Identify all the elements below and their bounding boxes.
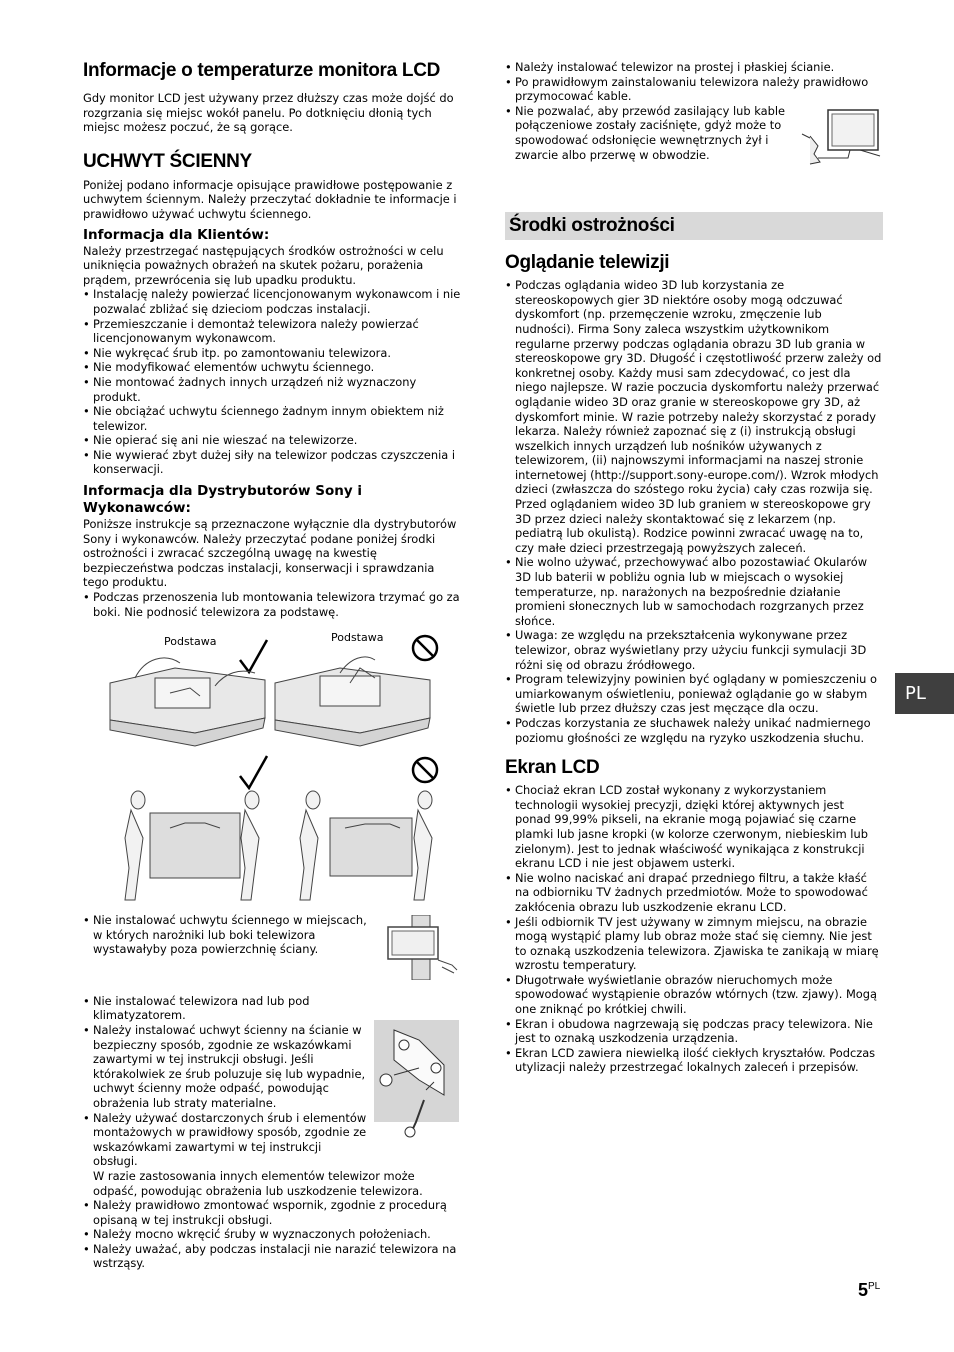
list-item: • Należy uważać, aby podczas instalacji nie narazić telewizora na wstrząsy.: [83, 1242, 461, 1271]
list-item: • Należy instalować telewizor na prostej i płaskiej ścianie.: [505, 60, 883, 75]
list-item: • Należy prawidłowo zmontować wspornik, zgodnie z procedurą opisaną w tej instrukcji obsługi.: [83, 1198, 461, 1227]
list-item: • Jeśli odbiornik TV jest używany w zimnym miejscu, na obrazie mogą wystąpić plamy lub obraz może stać się ciemny. Nie jest to oznaką uszkodzenia telewizora. Zjawiska te zanikają w miarę wzrostu temperatury.: [505, 915, 883, 973]
dealers-list-4: [83, 1198, 461, 1271]
list-item: • Program telewizyjny powinien być oglądany w pomieszczeniu o umiarkowanym oświetleniu, ponieważ oglądanie go w słabym świetle lub przez dłuższy czas jest męczące dla oczu.: [505, 672, 883, 716]
cable-pinch-illustration: [800, 106, 882, 168]
paragraph-dealers-note: W razie zastosowania innych elementów telewizor może odpaść, powodując obrażenia lub uszkodzenie telewizora.: [93, 1168, 423, 1198]
list-item: • Podczas korzystania ze słuchawek należy unikać nadmiernego poziomu głośności ze względu na ryzyko uszkodzenia słuchu.: [505, 716, 883, 745]
list-item: • Długotrwałe wyświetlanie obrazów nieruchomych może spowodować wystąpienie obrazów wtórnych (tzw. zjawy). Mogą one zniknąć po krótkiej chwili.: [505, 973, 883, 1017]
carry-tv-illustration: [95, 628, 445, 908]
paragraph-wall-mount: Poniżej podano informacje opisujące prawidłowe postępowanie z uchwytem ściennym. Należy przeczytać dokładnie te informacje i prawidłowo używać uchwytu ściennego.: [83, 177, 457, 221]
paragraph-customers: Należy przestrzegać następujących środków ostrożności w celu uniknięcia poważnych obrażeń na skutek pożaru, porażenia prądem, przewrócenia się lub upadku produktu.: [83, 243, 444, 287]
list-item: • Nie modyfikować elementów uchwytu ściennego.: [83, 360, 461, 375]
wall-install-list: [505, 60, 883, 104]
customers-list: [83, 287, 461, 477]
list-item: • Nie wywierać zbyt dużej siły na telewizor podczas czyszczenia i konserwacji.: [83, 448, 461, 477]
dealers-list-3: [83, 994, 368, 1169]
heading-lcd-screen: Ekran LCD: [505, 757, 600, 779]
list-item: • Uwaga: ze względu na przekształcenia wykonywane przez telewizor, obraz wyświetlany przy użyciu funkcji symulacji 3D różni się od obrazu źródłowego.: [505, 628, 883, 672]
page-number-suffix: PL: [868, 1281, 881, 1292]
list-item: • Chociaż ekran LCD został wykonany z wykorzystaniem technologii wysokiej precyzji, dzięki której aktywnych jest ponad 99,99% pikseli, na ekranie mogą pojawiać się czarne plamki lub jasne kropki (w kolorze czerwonym, niebieskim lub zielonym). Jest to jednak właściwość wynikająca z konstrukcji ekranu LCD i nie jest objawem usterki.: [505, 783, 883, 871]
language-tab: PL: [895, 673, 954, 714]
list-item: • Podczas oglądania wideo 3D lub korzystania ze stereoskopowych gier 3D niektóre osoby mogą odczuwać dyskomfort (np. przemęczenie wzroku, zmęczenie lub nudności). Firma Sony zaleca wszystkim użytkownikom regularne przerwy podczas oglądania obrazu 3D lub grania w stereoskopowe gry 3D. Długość i częstotliwość przerw zależy od konkretnej osoby. Każdy musi sam zdecydować, co jest dla niego najlepsze. W razie poczucia dyskomfortu należy przerwać oglądanie wideo 3D oraz granie w stereoskopowe gry 3D, aż dyskomfort minie. W razie potrzeby należy skorzystać z porady lekarza. Należy również zapoznać się z (i) instrukcją obsługi wszelkich innych urządzeń lub nośników używanych z telewizorem, (ii) najnowszymi informacjami na naszej stronie internetowej (http://support.sony-europe.com/). Wzrok młodych dzieci (zwłaszcza do szóstego roku życia) cały czas rozwija się. Przed oglądaniem wideo 3D lub graniem w stereoskopowe gry 3D przez dzieci należy skontaktować się z lekarzem (np. pediatrą lub okulistą). Rodzice powinni zwracać uwagę na to, czy małe dzieci przestrzegają powyższych zaleceń.: [505, 278, 883, 555]
page-number: [858, 1280, 880, 1301]
paragraph-lcd-temperature: Gdy monitor LCD jest używany przez dłuższy czas może dojść do rozgrzania się miejsc wokół panelu. Po dotknięciu dłonią tych miejsc możesz poczuć, że są gorące.: [83, 91, 454, 135]
paragraph-dealers: Poniższe instrukcje są przeznaczone wyłącznie dla dystrybutorów Sony i wykonawców. Należy przeczytać podane poniżej środki ostrożności i zwracać szczególną uwagę na kwestię bezpieczeństwa podczas instalacji, konserwacji i sprawdzania tego produktu.: [83, 517, 457, 590]
list-item: • Nie wolno naciskać ani drapać przedniego filtru, a także kłaść na odbiorniku TV żadnych przedmiotów. Może to spowodować zakłócenia obrazu lub uszkodzenie ekranu LCD.: [505, 871, 883, 915]
screw-mount-illustration: [374, 1020, 459, 1140]
heading-customers: Informacja dla Klientów:: [83, 226, 270, 243]
prohibited-icon: [413, 758, 437, 782]
list-item: • Po prawidłowym zainstalowaniu telewizora należy prawidłowo przymocować kable.: [505, 75, 883, 104]
wall-corner-illustration: [382, 915, 462, 980]
left-column: [83, 60, 461, 619]
list-item: • Nie pozwalać, aby przewód zasilający lub kable połączeniowe zostały zaciśnięte, gdyż może to spowodować odsłonięcie wewnętrznych żył i zwarcie albo przerwę w obwodzie.: [505, 104, 790, 162]
dealers-list-2: [83, 913, 373, 957]
list-item: • Należy mocno wkręcić śruby w wyznaczonych położeniach.: [83, 1227, 461, 1242]
figure-label-stand: Podstawa: [331, 631, 384, 644]
viewing-list: [505, 278, 883, 745]
right-column: [505, 60, 883, 1075]
checkmark-icon: [240, 640, 267, 672]
lcd-list: [505, 783, 883, 1075]
heading-dealers: Informacja dla Dystrybutorów Sony i Wykonawców:: [83, 483, 362, 517]
list-item: • Nie wykręcać śrub itp. po zamontowaniu telewizora.: [83, 346, 461, 361]
figure-label-stand: Podstawa: [164, 635, 217, 648]
list-item: • Nie montować żadnych innych urządzeń niż wyznaczony produkt.: [83, 375, 461, 404]
heading-lcd-temperature: Informacje o temperaturze monitora LCD: [83, 60, 441, 81]
list-item: • Instalację należy powierzać licencjonowanym wykonawcom i nie pozwalać zbliżać się dzieciom podczas instalacji.: [83, 287, 461, 316]
heading-wall-mount: UCHWYT ŚCIENNY: [83, 150, 252, 172]
list-item: • Należy używać dostarczonych śrub i elementów montażowych w prawidłowy sposób, zgodnie ze wskazówkami zawartymi w tej instrukcji obsługi.: [83, 1111, 368, 1169]
dealers-list-1: [83, 590, 461, 619]
list-item: • Nie wolno używać, przechowywać albo pozostawiać Okularów 3D lub baterii w pobliżu ognia lub w miejscach o wysokiej temperaturze, np. narażonych na bezpośrednie działanie promieni słonecznych lub w samochodach rozgrzanych przez słońce.: [505, 555, 883, 628]
list-item: • Nie opierać się ani nie wieszać na telewizorze.: [83, 433, 461, 448]
cable-list: [505, 104, 790, 162]
prohibited-icon: [413, 636, 437, 660]
list-item: • Przemieszczanie i demontaż telewizora należy powierzać licencjonowanym wykonawcom.: [83, 317, 461, 346]
heading-tv-viewing: Oglądanie telewizji: [505, 252, 670, 274]
checkmark-icon: [240, 756, 267, 788]
list-item: • Podczas przenoszenia lub montowania telewizora trzymać go za boki. Nie podnosić telewizora za podstawę.: [83, 590, 461, 619]
list-item: • Ekran i obudowa nagrzewają się podczas pracy telewizora. Nie jest to oznaką uszkodzenia urządzenia.: [505, 1017, 883, 1046]
list-item: • Ekran LCD zawiera niewielką ilość ciekłych kryształów. Podczas utylizacji należy przestrzegać lokalnych zaleceń i przepisów.: [505, 1046, 883, 1075]
page-number-value: 5: [858, 1280, 869, 1300]
list-item: • Nie instalować telewizora nad lub pod klimatyzatorem.: [83, 994, 368, 1023]
list-item: • Nie instalować uchwytu ściennego w miejscach, w których narożniki lub boki telewizora wystawałyby poza powierzchnię ściany.: [83, 913, 373, 957]
section-bar-precautions: [505, 212, 883, 240]
heading-precautions: Środki ostrożności: [509, 215, 675, 237]
list-item: • Należy instalować uchwyt ścienny na ścianie w bezpieczny sposób, zgodnie ze wskazówkami zawartymi w tej instrukcji obsługi. Jeśli którakolwiek ze śrub poluzuje się lub wypadnie, uchwyt ścienny może odpaść, powodując obrażenia lub straty materialne.: [83, 1023, 368, 1111]
list-item: • Nie obciążać uchwytu ściennego żadnym innym obiektem niż telewizor.: [83, 404, 461, 433]
carry-tv-drawings: [95, 628, 445, 908]
